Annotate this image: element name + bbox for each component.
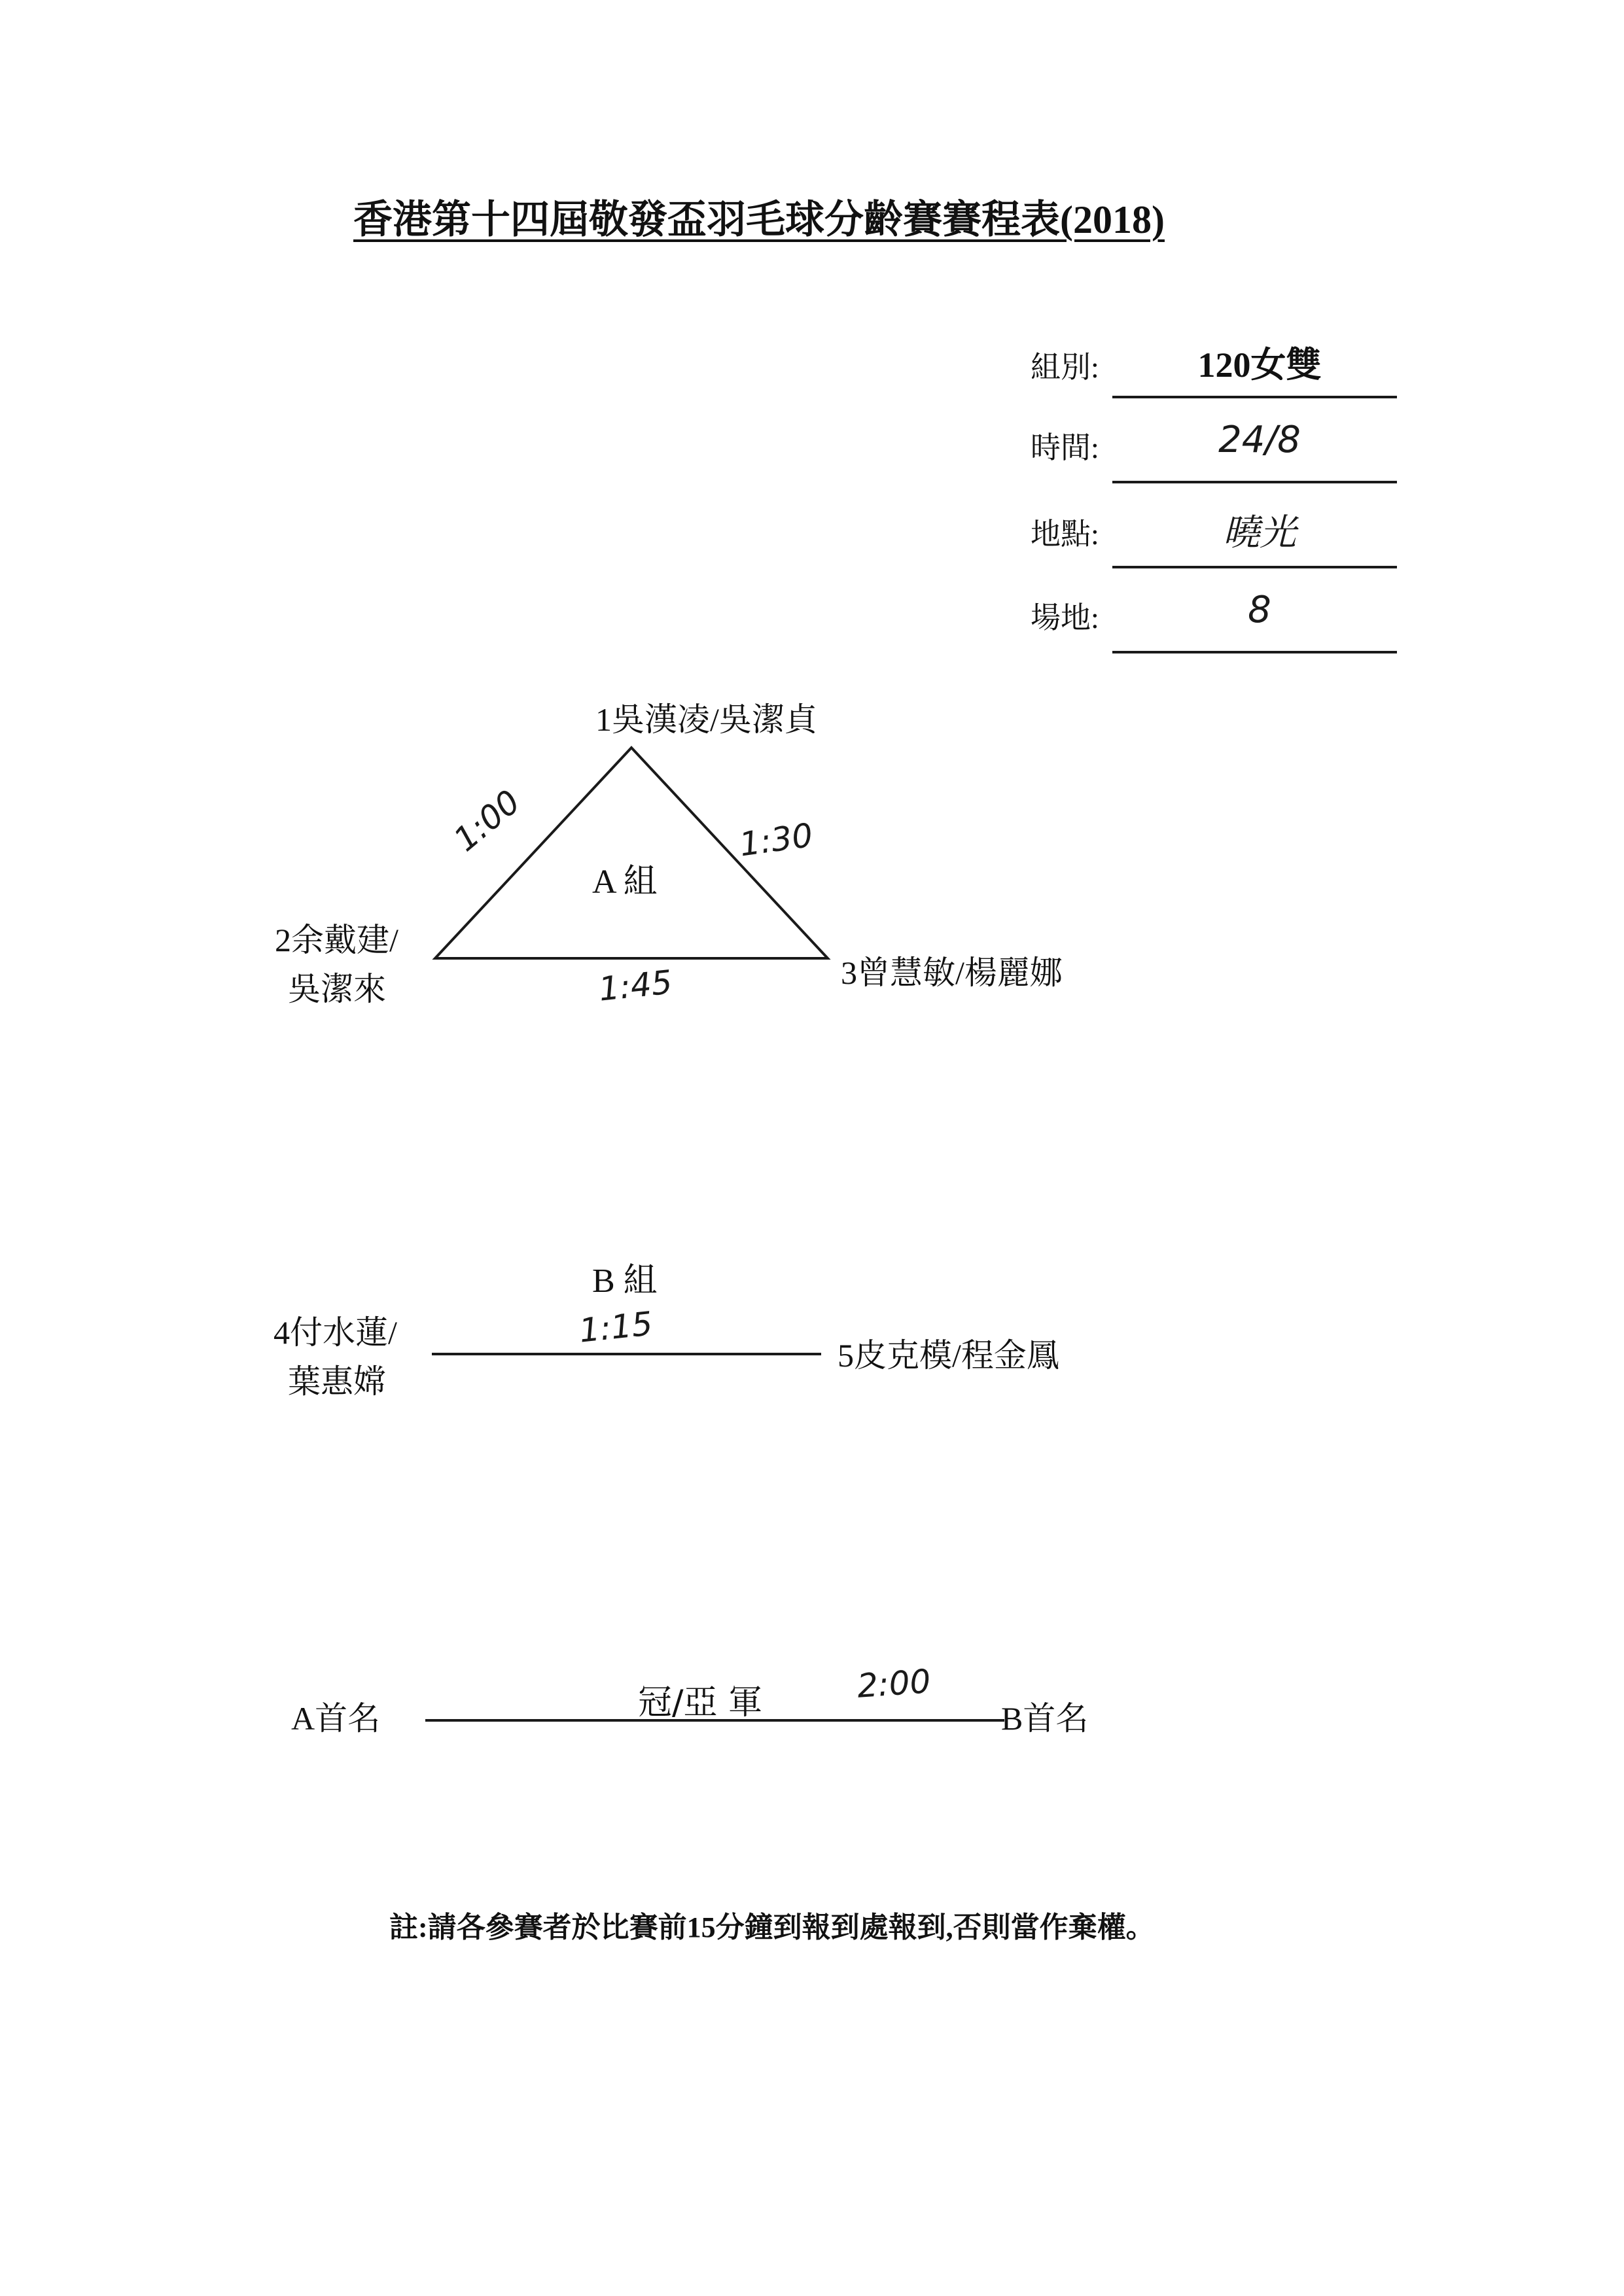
group-a-player-2-line1: 2余戴建/ xyxy=(275,922,398,958)
group-b-label: B 組 xyxy=(592,1262,658,1300)
footnote: 註:請各參賽者於比賽前15分鐘到報到處報到,否則當作棄權。 xyxy=(389,1911,1155,1943)
group-b-player-5: 5皮克模/程金鳳 xyxy=(838,1337,1059,1374)
time-value: 24/8 xyxy=(1218,419,1301,461)
time-label: 時間: xyxy=(1031,431,1099,464)
page-title: 香港第十四屆敬發盃羽毛球分齡賽賽程表(2018) xyxy=(353,198,1165,241)
court-label: 場地: xyxy=(1031,601,1099,635)
group-b-player-4-line2: 葉惠嫦 xyxy=(288,1363,386,1400)
final-match-time: 2:00 xyxy=(856,1662,932,1705)
group-a-player-2-line2: 吳潔來 xyxy=(288,971,386,1007)
match-time-1-vs-3: 1:30 xyxy=(737,816,815,864)
match-time-2-vs-3: 1:45 xyxy=(597,963,675,1009)
location-value: 曉光 xyxy=(1223,512,1296,554)
group-a-player-3: 3曾慧敏/楊麗娜 xyxy=(841,954,1063,991)
category-label: 組別: xyxy=(1031,351,1099,384)
final-a-first: A首名 xyxy=(291,1700,381,1737)
final-b-first: B首名 xyxy=(1001,1700,1089,1737)
final-label: 冠/亞 軍 xyxy=(638,1683,763,1722)
group-b-player-4-line1: 4付水蓮/ xyxy=(274,1314,397,1351)
location-label: 地點: xyxy=(1031,517,1099,551)
court-value: 8 xyxy=(1248,589,1271,631)
group-b-match-time: 1:15 xyxy=(577,1304,655,1350)
group-a-player-1: 1吳漢凌/吳潔貞 xyxy=(595,701,817,738)
category-value: 120女雙 xyxy=(1197,345,1322,385)
match-time-1-vs-2: 1:00 xyxy=(446,782,528,859)
group-a-label: A 組 xyxy=(592,863,658,901)
